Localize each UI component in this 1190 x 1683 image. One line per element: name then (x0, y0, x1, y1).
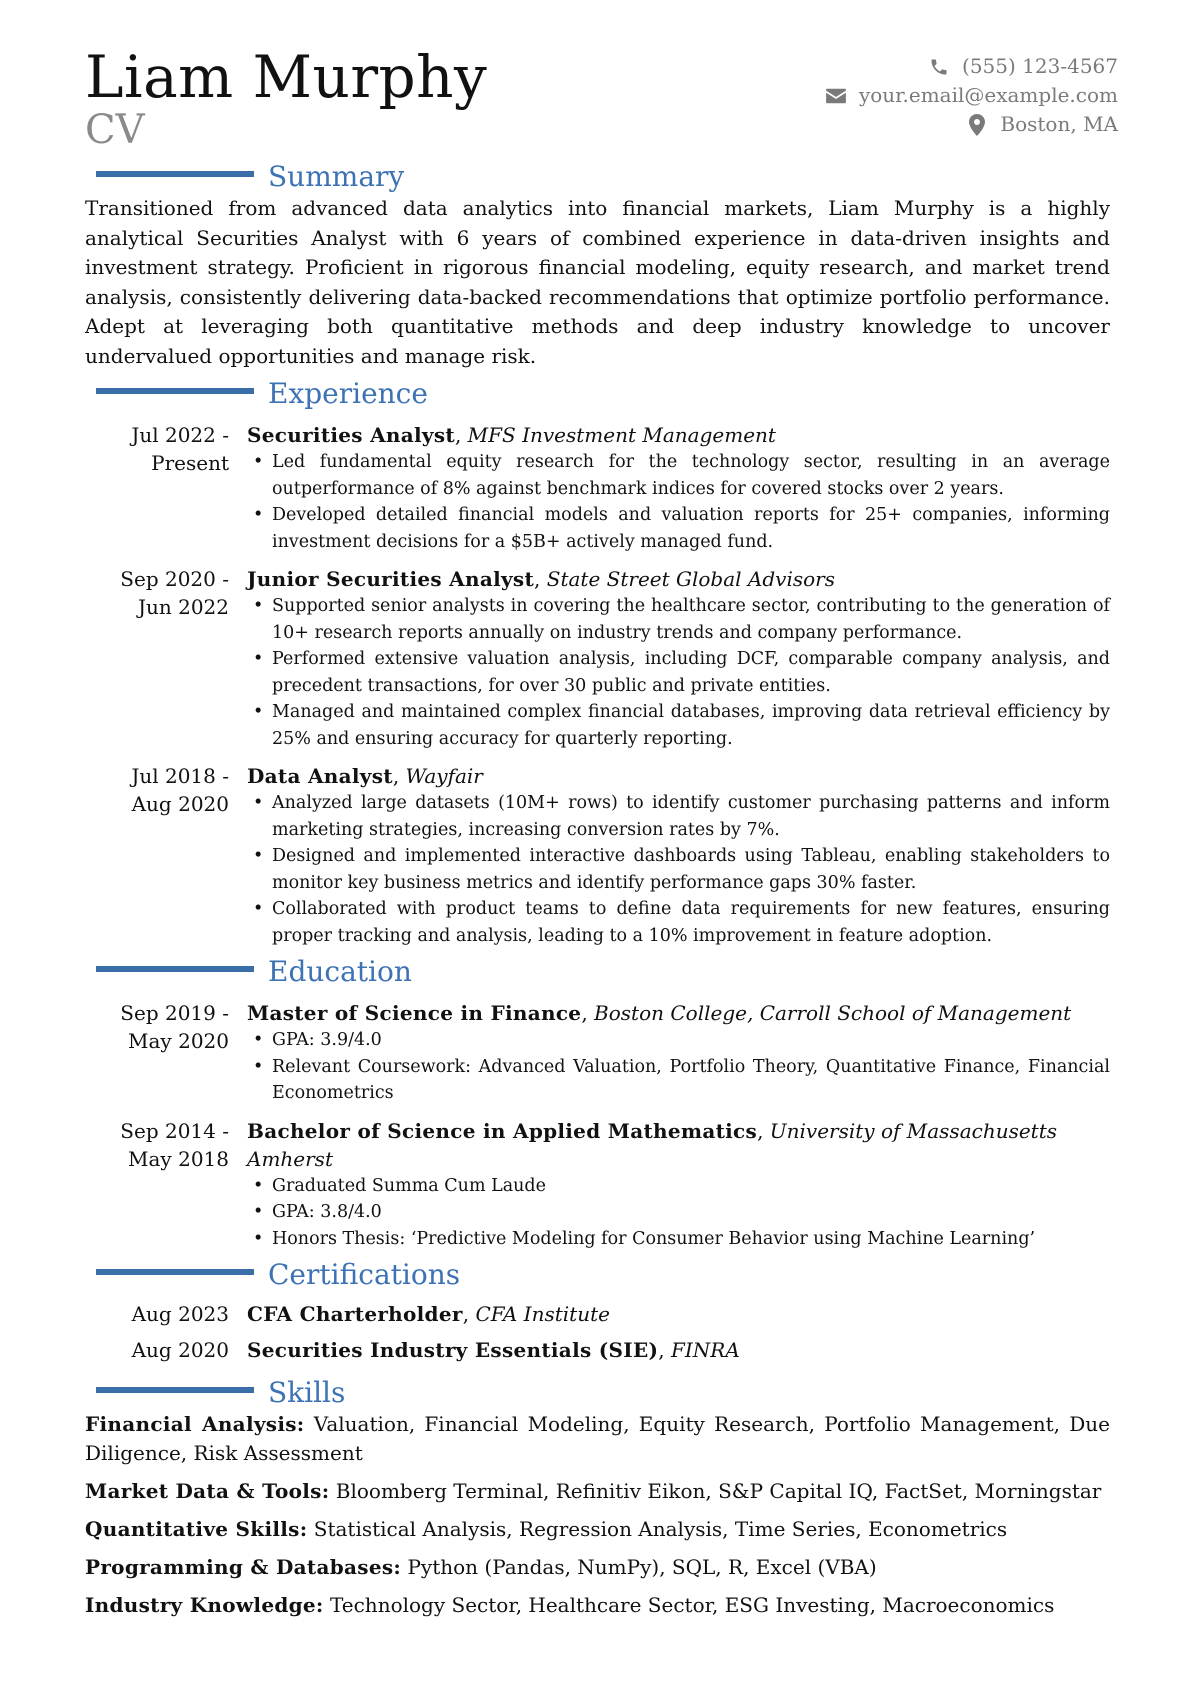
entry-role: Junior Securities Analyst (247, 567, 535, 591)
section-education-heading (85, 955, 1110, 989)
entry-school: University of Massachusetts Amherst (247, 1118, 1058, 1171)
entry-bullets (247, 1027, 1110, 1107)
skill-category: Quantitative Skills: (85, 1517, 308, 1541)
entry-body: Data Analyst, Wayfair • Analyzed large datasets (10M+ rows) to identify customer purchasing patterns and inform marketing strategies, increasing conversion rates by 7%. • Designed and implemented interactive dashboards using Tableau, enabling stakeholders to monitor key business metrics and identify performance gaps 30% faster. • Collaborated with product teams to define data requirements for new features, ensuring proper tracking and analysis, leading to a 10% improvement in feature adoption. (247, 762, 1110, 949)
entry-org: MFS Investment Management (467, 423, 776, 447)
entry-bullets (247, 1173, 1110, 1253)
section-title: Skills (268, 1376, 346, 1409)
bullet-item: • GPA: 3.8/4.0 (253, 1202, 382, 1222)
skill-values: Technology Sector, Healthcare Sector, ESG Investing, Macroeconomics (329, 1593, 1055, 1617)
contact-location (823, 110, 1118, 139)
entry-date: Sep 2014 - May 2018 (120, 1118, 229, 1171)
section-rule (96, 1387, 254, 1393)
cert-body: CFA Charterholder, CFA Institute (247, 1302, 610, 1326)
bullet-item: • Graduated Summa Cum Laude (253, 1175, 546, 1196)
experience-entry (85, 565, 1110, 752)
entry-org: Wayfair (405, 764, 483, 788)
entry-degree: Bachelor of Science in Applied Mathematics (247, 1118, 758, 1143)
experience-entry (85, 762, 1110, 949)
entry-body: Bachelor of Science in Applied Mathematics, University of Massachusetts Amherst • Graduated Summa Cum Laude • GPA: 3.8/4.0 • Honors Thesis: ‘Predictive Modeling for Consumer Behavior using Machine Learning’ (247, 1117, 1110, 1253)
skill-values: Valuation, Financial Modeling, Equity Research, Portfolio Management, Due Diligence, Risk Assessment (85, 1412, 1110, 1465)
skill-category: Market Data & Tools: (85, 1479, 330, 1503)
bullet-item: • Analyzed large datasets (10M+ rows) to identify customer purchasing patterns and inform marketing strategies, increasing conversion rates by 7%. (253, 793, 1110, 840)
map-pin-icon (964, 114, 990, 136)
phone-icon (926, 56, 952, 78)
cert-org: FINRA (670, 1338, 740, 1362)
entry-body: Master of Science in Finance, Boston College, Carroll School of Management • GPA: 3.9/4.0 • Relevant Coursework: Advanced Valuation, Portfolio Theory, Quantitative Finance, Financial Econometrics (247, 999, 1110, 1107)
summary-paragraph: Transitioned from advanced data analytics into financial markets, Liam Murphy is a highly analytical Securities Analyst with 6 years of combined experience in data-driven insights and investment strategy. Proficient in rigorous financial modeling, equity research, and market trend analysis, consistently delivering data-backed recommendations that optimize portfolio performance. Adept at leveraging both quantitative methods and deep industry knowledge to uncover undervalued opportunities and manage risk. (85, 196, 1110, 368)
document-subtitle: CV (85, 107, 145, 153)
email-text: your.email@example.com (858, 83, 1118, 107)
section-rule (96, 388, 254, 394)
cert-name: Securities Industry Essentials (SIE) (247, 1338, 659, 1362)
bullet-item: • Managed and maintained complex financial databases, improving data retrieval efficiency by 25% and ensuring accuracy for quarterly reporting. (253, 702, 1110, 749)
contact-block (823, 52, 1118, 139)
bullet-item: • Performed extensive valuation analysis, including DCF, comparable company analysis, and precedent transactions, for over 30 public and private entities. (253, 649, 1110, 696)
skill-values: Python (Pandas, NumPy), SQL, R, Excel (VBA) (407, 1555, 877, 1579)
bullet-item: • Honors Thesis: ‘Predictive Modeling for Consumer Behavior using Machine Learning’ (253, 1228, 1036, 1249)
bullet-item: • GPA: 3.9/4.0 (253, 1030, 382, 1050)
contact-phone[interactable] (823, 52, 1118, 81)
phone-text: (555) 123-4567 (962, 54, 1118, 78)
education-entry (85, 1117, 1110, 1253)
contact-email[interactable] (823, 81, 1118, 110)
cert-name: CFA Charterholder (247, 1302, 463, 1326)
location-text: Boston, MA (1000, 112, 1118, 136)
skill-category: Financial Analysis: (85, 1412, 305, 1436)
section-title: Education (268, 955, 412, 988)
cv-header (85, 43, 1118, 154)
envelope-icon (823, 85, 849, 107)
section-title: Summary (268, 160, 405, 193)
bullet-item: • Relevant Coursework: Advanced Valuation, Portfolio Theory, Quantitative Finance, Financial Econometrics (253, 1056, 1110, 1103)
entry-bullets (247, 790, 1110, 949)
entry-date: Jul 2022 - Present (131, 423, 229, 475)
bullet-item: • Developed detailed financial models and valuation reports for 25+ companies, informing investment decisions for a $5B+ actively managed fund. (253, 505, 1110, 552)
section-rule (96, 966, 254, 972)
cert-date: Aug 2020 (131, 1338, 229, 1362)
bullet-item: • Supported senior analysts in covering the healthcare sector, contributing to the generation of 10+ research reports annually on industry trends and company performance. (253, 596, 1110, 643)
certification-entry (85, 1336, 1110, 1364)
skill-line (85, 1591, 1110, 1620)
experience-entry (85, 421, 1110, 555)
skill-line (85, 1515, 1110, 1544)
entry-bullets (247, 449, 1110, 555)
education-entry (85, 999, 1110, 1107)
section-rule (96, 171, 254, 177)
section-rule (96, 1269, 254, 1275)
skill-category: Programming & Databases: (85, 1555, 402, 1579)
cert-body: Securities Industry Essentials (SIE), FINRA (247, 1338, 740, 1362)
entry-date: Jul 2018 - Aug 2020 (131, 764, 229, 816)
skill-values: Bloomberg Terminal, Refinitiv Eikon, S&P Capital IQ, FactSet, Morningstar (335, 1479, 1102, 1503)
bullet-item: • Collaborated with product teams to define data requirements for new features, ensuring proper tracking and analysis, leading to a 10% improvement in feature adoption. (253, 899, 1110, 946)
entry-role: Securities Analyst (247, 423, 455, 447)
entry-role: Data Analyst (247, 764, 393, 788)
cert-org: CFA Institute (475, 1302, 610, 1326)
section-summary-heading (85, 160, 1110, 194)
skill-category: Industry Knowledge: (85, 1593, 324, 1617)
cert-date: Aug 2023 (131, 1302, 229, 1326)
entry-date: Sep 2020 - Jun 2022 (120, 567, 229, 619)
bullet-item: • Designed and implemented interactive dashboards using Tableau, enabling stakeholders to monitor key business metrics and identify performance gaps 30% faster. (253, 846, 1110, 893)
skill-values: Statistical Analysis, Regression Analysis, Time Series, Econometrics (313, 1517, 1008, 1541)
section-certifications-heading (85, 1258, 1110, 1292)
entry-org: State Street Global Advisors (546, 567, 835, 591)
entry-degree: Master of Science in Finance (247, 1001, 582, 1025)
section-experience-heading (85, 377, 1110, 411)
skill-line (85, 1477, 1110, 1506)
entry-body: Securities Analyst, MFS Investment Management • Led fundamental equity research for the technology sector, resulting in an average outperformance of 8% against benchmark indices for covered stocks over 2 years. • Developed detailed financial models and valuation reports for 25+ companies, informing investment decisions for a $5B+ actively managed fund. (247, 421, 1110, 555)
section-title: Experience (268, 377, 428, 410)
entry-bullets (247, 593, 1110, 752)
skill-line (85, 1410, 1110, 1468)
certification-entry (85, 1300, 1110, 1328)
person-name: Liam Murphy (85, 43, 488, 111)
entry-date: Sep 2019 - May 2020 (120, 1001, 229, 1053)
section-title: Certifications (268, 1258, 461, 1291)
skill-line (85, 1553, 1110, 1582)
entry-school: Boston College, Carroll School of Management (594, 1001, 1072, 1025)
entry-body: Junior Securities Analyst, State Street Global Advisors • Supported senior analysts in covering the healthcare sector, contributing to the generation of 10+ research reports annually on industry trends and company performance. • Performed extensive valuation analysis, including DCF, comparable company analysis, and precedent transactions, for over 30 public and private entities. • Managed and maintained complex financial databases, improving data retrieval efficiency by 25% and ensuring accuracy for quarterly reporting. (247, 565, 1110, 752)
section-skills-heading (85, 1376, 1110, 1410)
bullet-item: • Led fundamental equity research for the technology sector, resulting in an average outperformance of 8% against benchmark indices for covered stocks over 2 years. (253, 452, 1110, 499)
